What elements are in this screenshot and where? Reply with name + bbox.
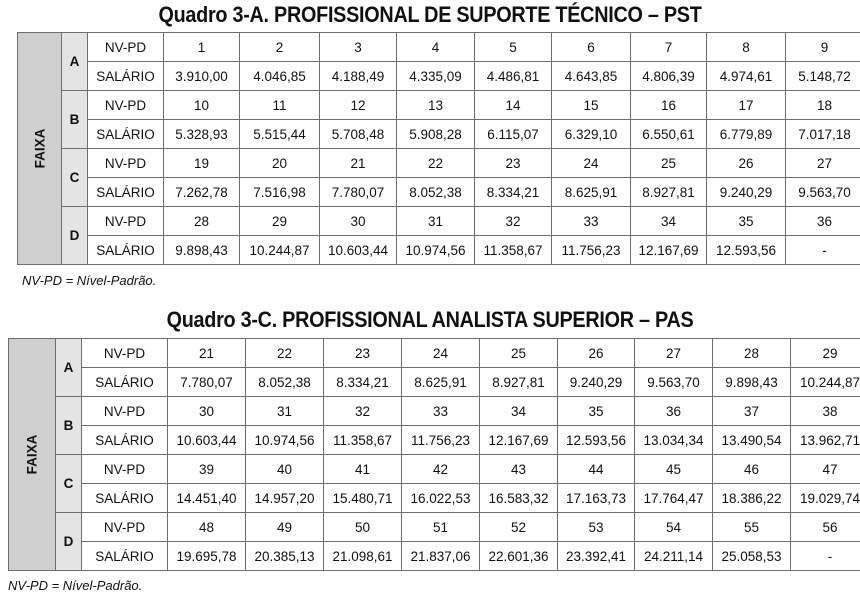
band-letter: C <box>62 149 88 207</box>
nv-pd-cell: 23 <box>324 339 402 368</box>
salario-label: SALÁRIO <box>82 426 168 455</box>
salario-cell: 9.898,43 <box>164 236 240 265</box>
nv-pd-cell: 28 <box>713 339 791 368</box>
nv-pd-cell: 7 <box>631 33 707 62</box>
nv-pd-cell: 26 <box>558 339 635 368</box>
salario-label: SALÁRIO <box>82 368 168 397</box>
nv-pd-cell: 25 <box>480 339 558 368</box>
table-row <box>18 178 860 207</box>
salario-cell: 5.515,44 <box>240 120 320 149</box>
table-row <box>18 236 860 265</box>
nv-pd-cell: 27 <box>635 339 713 368</box>
salario-cell: - <box>791 542 860 571</box>
nv-pd-cell: 39 <box>168 455 246 484</box>
nv-pd-cell: 20 <box>240 149 320 178</box>
table-row <box>18 149 860 178</box>
salario-cell: 4.335,09 <box>397 62 475 91</box>
nv-pd-label: NV-PD <box>82 339 168 368</box>
band-letter: C <box>56 455 82 513</box>
salario-cell: 11.358,67 <box>324 426 402 455</box>
salario-cell: 5.708,48 <box>320 120 397 149</box>
band-letter: B <box>62 91 88 149</box>
salario-cell: 25.058,53 <box>713 542 791 571</box>
salario-cell: 17.163,73 <box>558 484 635 513</box>
nv-pd-cell: 30 <box>320 207 397 236</box>
table-row <box>18 91 860 120</box>
salario-cell: 7.780,07 <box>168 368 246 397</box>
salario-label: SALÁRIO <box>88 236 164 265</box>
nv-pd-cell: 34 <box>631 207 707 236</box>
nv-pd-cell: 8 <box>707 33 786 62</box>
faixa-label <box>9 339 56 571</box>
nv-pd-cell: 50 <box>324 513 402 542</box>
nv-pd-cell: 44 <box>558 455 635 484</box>
band-letter: A <box>56 339 82 397</box>
salario-cell: - <box>786 236 860 265</box>
nv-pd-cell: 11 <box>240 91 320 120</box>
nv-pd-cell: 34 <box>480 397 558 426</box>
nv-pd-cell: 25 <box>631 149 707 178</box>
nv-pd-cell: 3 <box>320 33 397 62</box>
nv-pd-cell: 43 <box>480 455 558 484</box>
salario-cell: 15.480,71 <box>324 484 402 513</box>
nv-pd-cell: 18 <box>786 91 860 120</box>
nv-pd-cell: 22 <box>246 339 324 368</box>
salario-cell: 5.908,28 <box>397 120 475 149</box>
nv-pd-cell: 10 <box>164 91 240 120</box>
nv-pd-cell: 31 <box>246 397 324 426</box>
nv-pd-cell: 35 <box>707 207 786 236</box>
salario-cell: 13.490,54 <box>713 426 791 455</box>
salario-cell: 8.052,38 <box>397 178 475 207</box>
salario-cell: 8.625,91 <box>402 368 480 397</box>
nv-pd-cell: 46 <box>713 455 791 484</box>
salario-cell: 10.603,44 <box>320 236 397 265</box>
salary-table-pst <box>17 32 860 265</box>
table-row <box>9 484 860 513</box>
salario-cell: 10.603,44 <box>168 426 246 455</box>
nv-pd-cell: 29 <box>791 339 860 368</box>
salario-cell: 4.974,61 <box>707 62 786 91</box>
footnote-pas: NV-PD = Nível-Padrão. <box>8 578 143 593</box>
nv-pd-cell: 32 <box>324 397 402 426</box>
nv-pd-cell: 36 <box>786 207 860 236</box>
salario-cell: 3.910,00 <box>164 62 240 91</box>
table-row <box>9 542 860 571</box>
salario-label: SALÁRIO <box>88 62 164 91</box>
salario-cell: 9.563,70 <box>786 178 860 207</box>
nv-pd-cell: 2 <box>240 33 320 62</box>
salario-cell: 12.167,69 <box>631 236 707 265</box>
salario-cell: 10.244,87 <box>791 368 860 397</box>
salario-cell: 4.806,39 <box>631 62 707 91</box>
band-letter: B <box>56 397 82 455</box>
salario-cell: 11.358,67 <box>475 236 552 265</box>
salario-cell: 10.974,56 <box>397 236 475 265</box>
nv-pd-cell: 36 <box>635 397 713 426</box>
faixa-text: FAIXA <box>31 128 47 169</box>
salario-cell: 10.244,87 <box>240 236 320 265</box>
salario-cell: 8.334,21 <box>324 368 402 397</box>
nv-pd-cell: 21 <box>168 339 246 368</box>
salario-cell: 12.593,56 <box>558 426 635 455</box>
nv-pd-cell: 27 <box>786 149 860 178</box>
salario-label: SALÁRIO <box>88 120 164 149</box>
salario-cell: 5.148,72 <box>786 62 860 91</box>
salario-cell: 12.593,56 <box>707 236 786 265</box>
table-row <box>9 455 860 484</box>
salario-label: SALÁRIO <box>82 484 168 513</box>
faixa-label <box>18 33 62 265</box>
nv-pd-cell: 35 <box>558 397 635 426</box>
salario-cell: 10.974,56 <box>246 426 324 455</box>
footnote-pst: NV-PD = Nível-Padrão. <box>22 273 157 288</box>
salario-cell: 8.927,81 <box>631 178 707 207</box>
salario-cell: 23.392,41 <box>558 542 635 571</box>
nv-pd-cell: 13 <box>397 91 475 120</box>
nv-pd-cell: 33 <box>552 207 631 236</box>
table-row <box>18 120 860 149</box>
band-letter: D <box>62 207 88 265</box>
salario-cell: 19.695,78 <box>168 542 246 571</box>
nv-pd-label: NV-PD <box>88 207 164 236</box>
salario-cell: 16.022,53 <box>402 484 480 513</box>
salario-cell: 12.167,69 <box>480 426 558 455</box>
salario-cell: 8.927,81 <box>480 368 558 397</box>
salario-cell: 13.962,71 <box>791 426 860 455</box>
salario-cell: 21.098,61 <box>324 542 402 571</box>
salario-cell: 7.780,07 <box>320 178 397 207</box>
salario-label: SALÁRIO <box>88 178 164 207</box>
table-title-pas: Quadro 3-C. PROFISSIONAL ANALISTA SUPERIOR – PAS <box>166 307 694 332</box>
nv-pd-cell: 9 <box>786 33 860 62</box>
nv-pd-cell: 28 <box>164 207 240 236</box>
salario-cell: 16.583,32 <box>480 484 558 513</box>
nv-pd-cell: 40 <box>246 455 324 484</box>
nv-pd-cell: 4 <box>397 33 475 62</box>
nv-pd-cell: 45 <box>635 455 713 484</box>
nv-pd-cell: 19 <box>164 149 240 178</box>
salario-cell: 17.764,47 <box>635 484 713 513</box>
nv-pd-label: NV-PD <box>82 513 168 542</box>
salario-cell: 9.563,70 <box>635 368 713 397</box>
nv-pd-cell: 12 <box>320 91 397 120</box>
salario-cell: 6.115,07 <box>475 120 552 149</box>
salario-cell: 5.328,93 <box>164 120 240 149</box>
nv-pd-cell: 41 <box>324 455 402 484</box>
salario-cell: 24.211,14 <box>635 542 713 571</box>
salario-cell: 7.017,18 <box>786 120 860 149</box>
nv-pd-cell: 14 <box>475 91 552 120</box>
table-row <box>18 33 860 62</box>
nv-pd-cell: 33 <box>402 397 480 426</box>
table-row <box>9 368 860 397</box>
nv-pd-cell: 29 <box>240 207 320 236</box>
nv-pd-label: NV-PD <box>88 149 164 178</box>
salario-cell: 13.034,34 <box>635 426 713 455</box>
salario-cell: 22.601,36 <box>480 542 558 571</box>
nv-pd-cell: 42 <box>402 455 480 484</box>
salario-cell: 9.240,29 <box>707 178 786 207</box>
salario-cell: 6.329,10 <box>552 120 631 149</box>
nv-pd-cell: 16 <box>631 91 707 120</box>
table-row <box>9 339 860 368</box>
nv-pd-cell: 26 <box>707 149 786 178</box>
nv-pd-label: NV-PD <box>88 33 164 62</box>
salario-cell: 9.898,43 <box>713 368 791 397</box>
nv-pd-cell: 24 <box>402 339 480 368</box>
salario-cell: 4.046,85 <box>240 62 320 91</box>
nv-pd-cell: 47 <box>791 455 860 484</box>
salario-cell: 8.625,91 <box>552 178 631 207</box>
salario-cell: 21.837,06 <box>402 542 480 571</box>
nv-pd-cell: 6 <box>552 33 631 62</box>
salario-cell: 19.029,74 <box>791 484 860 513</box>
nv-pd-cell: 21 <box>320 149 397 178</box>
salario-cell: 8.334,21 <box>475 178 552 207</box>
salario-cell: 20.385,13 <box>246 542 324 571</box>
salario-cell: 6.779,89 <box>707 120 786 149</box>
nv-pd-cell: 17 <box>707 91 786 120</box>
table-row <box>9 426 860 455</box>
faixa-text: FAIXA <box>24 434 40 475</box>
nv-pd-label: NV-PD <box>82 397 168 426</box>
salario-cell: 6.550,61 <box>631 120 707 149</box>
nv-pd-cell: 1 <box>164 33 240 62</box>
salario-cell: 18.386,22 <box>713 484 791 513</box>
salario-cell: 4.188,49 <box>320 62 397 91</box>
nv-pd-cell: 22 <box>397 149 475 178</box>
nv-pd-cell: 38 <box>791 397 860 426</box>
nv-pd-cell: 30 <box>168 397 246 426</box>
salario-cell: 11.756,23 <box>552 236 631 265</box>
nv-pd-cell: 5 <box>475 33 552 62</box>
salary-table-pas <box>8 338 860 571</box>
nv-pd-label: NV-PD <box>88 91 164 120</box>
salario-cell: 7.262,78 <box>164 178 240 207</box>
nv-pd-cell: 32 <box>475 207 552 236</box>
nv-pd-cell: 51 <box>402 513 480 542</box>
nv-pd-cell: 23 <box>475 149 552 178</box>
table-title-pst: Quadro 3-A. PROFISSIONAL DE SUPORTE TÉCNICO – PST <box>158 2 702 27</box>
nv-pd-cell: 53 <box>558 513 635 542</box>
table-row <box>18 207 860 236</box>
band-letter: A <box>62 33 88 91</box>
table-row <box>18 62 860 91</box>
salario-cell: 4.643,85 <box>552 62 631 91</box>
nv-pd-cell: 31 <box>397 207 475 236</box>
nv-pd-cell: 48 <box>168 513 246 542</box>
salario-cell: 7.516,98 <box>240 178 320 207</box>
table-row <box>9 397 860 426</box>
nv-pd-cell: 49 <box>246 513 324 542</box>
nv-pd-cell: 37 <box>713 397 791 426</box>
nv-pd-label: NV-PD <box>82 455 168 484</box>
nv-pd-cell: 55 <box>713 513 791 542</box>
salario-cell: 14.957,20 <box>246 484 324 513</box>
nv-pd-cell: 54 <box>635 513 713 542</box>
nv-pd-cell: 15 <box>552 91 631 120</box>
salario-label: SALÁRIO <box>82 542 168 571</box>
band-letter: D <box>56 513 82 571</box>
salario-cell: 11.756,23 <box>402 426 480 455</box>
nv-pd-cell: 52 <box>480 513 558 542</box>
salario-cell: 4.486,81 <box>475 62 552 91</box>
nv-pd-cell: 56 <box>791 513 860 542</box>
salario-cell: 8.052,38 <box>246 368 324 397</box>
table-row <box>9 513 860 542</box>
salario-cell: 9.240,29 <box>558 368 635 397</box>
nv-pd-cell: 24 <box>552 149 631 178</box>
salario-cell: 14.451,40 <box>168 484 246 513</box>
